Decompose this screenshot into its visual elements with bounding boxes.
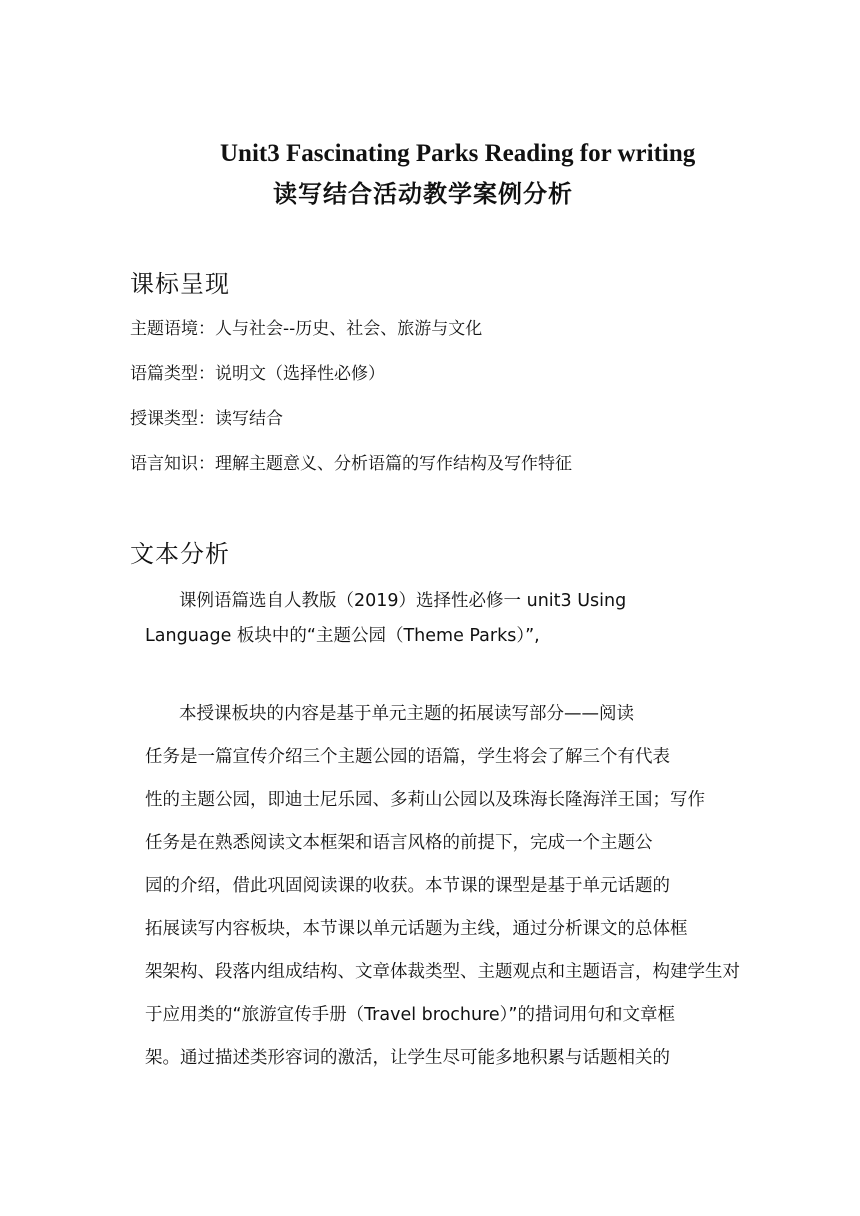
paragraph-line: 架。通过描述类形容词的激活，让学生尽可能多地积累与话题相关的 bbox=[145, 1048, 670, 1068]
paragraph-line: 课例语篇选自人教版（2019）选择性必修一 unit3 Using bbox=[179, 591, 627, 611]
paragraph-line: 园的介绍，借此巩固阅读课的收获。本节课的课型是基于单元话题的 bbox=[145, 876, 670, 896]
meta-line-lesson-type: 授课类型：读写结合 bbox=[130, 409, 283, 429]
meta-line-language-knowledge: 语言知识：理解主题意义、分析语篇的写作结构及写作特征 bbox=[130, 454, 572, 474]
meta-line-theme-context: 主题语境：人与社会--历史、社会、旅游与文化 bbox=[130, 319, 483, 339]
paragraph-line: 本授课板块的内容是基于单元主题的拓展读写部分——阅读 bbox=[179, 704, 634, 724]
paragraph-line: 任务是在熟悉阅读文本框架和语言风格的前提下，完成一个主题公 bbox=[145, 833, 653, 853]
paragraph-description bbox=[145, 697, 740, 1076]
paragraph-line: Language 板块中的“主题公园（Theme Parks）”, bbox=[145, 626, 540, 646]
meta-line-text-type: 语篇类型：说明文（选择性必修） bbox=[130, 364, 385, 384]
paragraph-line: 拓展读写内容板块，本节课以单元话题为主线，通过分析课文的总体框 bbox=[145, 919, 688, 939]
document-title-chinese: 读写结合活动教学案例分析 bbox=[273, 180, 573, 208]
paragraph-line: 于应用类的“旅游宣传手册（Travel brochure）”的措词用句和文章框 bbox=[145, 1005, 675, 1025]
section-heading-text-analysis: 文本分析 bbox=[130, 540, 230, 568]
section-heading-curriculum: 课标呈现 bbox=[130, 270, 230, 298]
document-title-english: Unit3 Fascinating Parks Reading for writing bbox=[220, 140, 696, 167]
paragraph-source bbox=[145, 584, 725, 654]
paragraph-line: 任务是一篇宣传介绍三个主题公园的语篇，学生将会了解三个有代表 bbox=[145, 747, 670, 767]
paragraph-line: 性的主题公园，即迪士尼乐园、多莉山公园以及珠海长隆海洋王国；写作 bbox=[145, 790, 705, 810]
paragraph-line: 架架构、段落内组成结构、文章体裁类型、主题观点和主题语言，构建学生对 bbox=[145, 962, 740, 982]
